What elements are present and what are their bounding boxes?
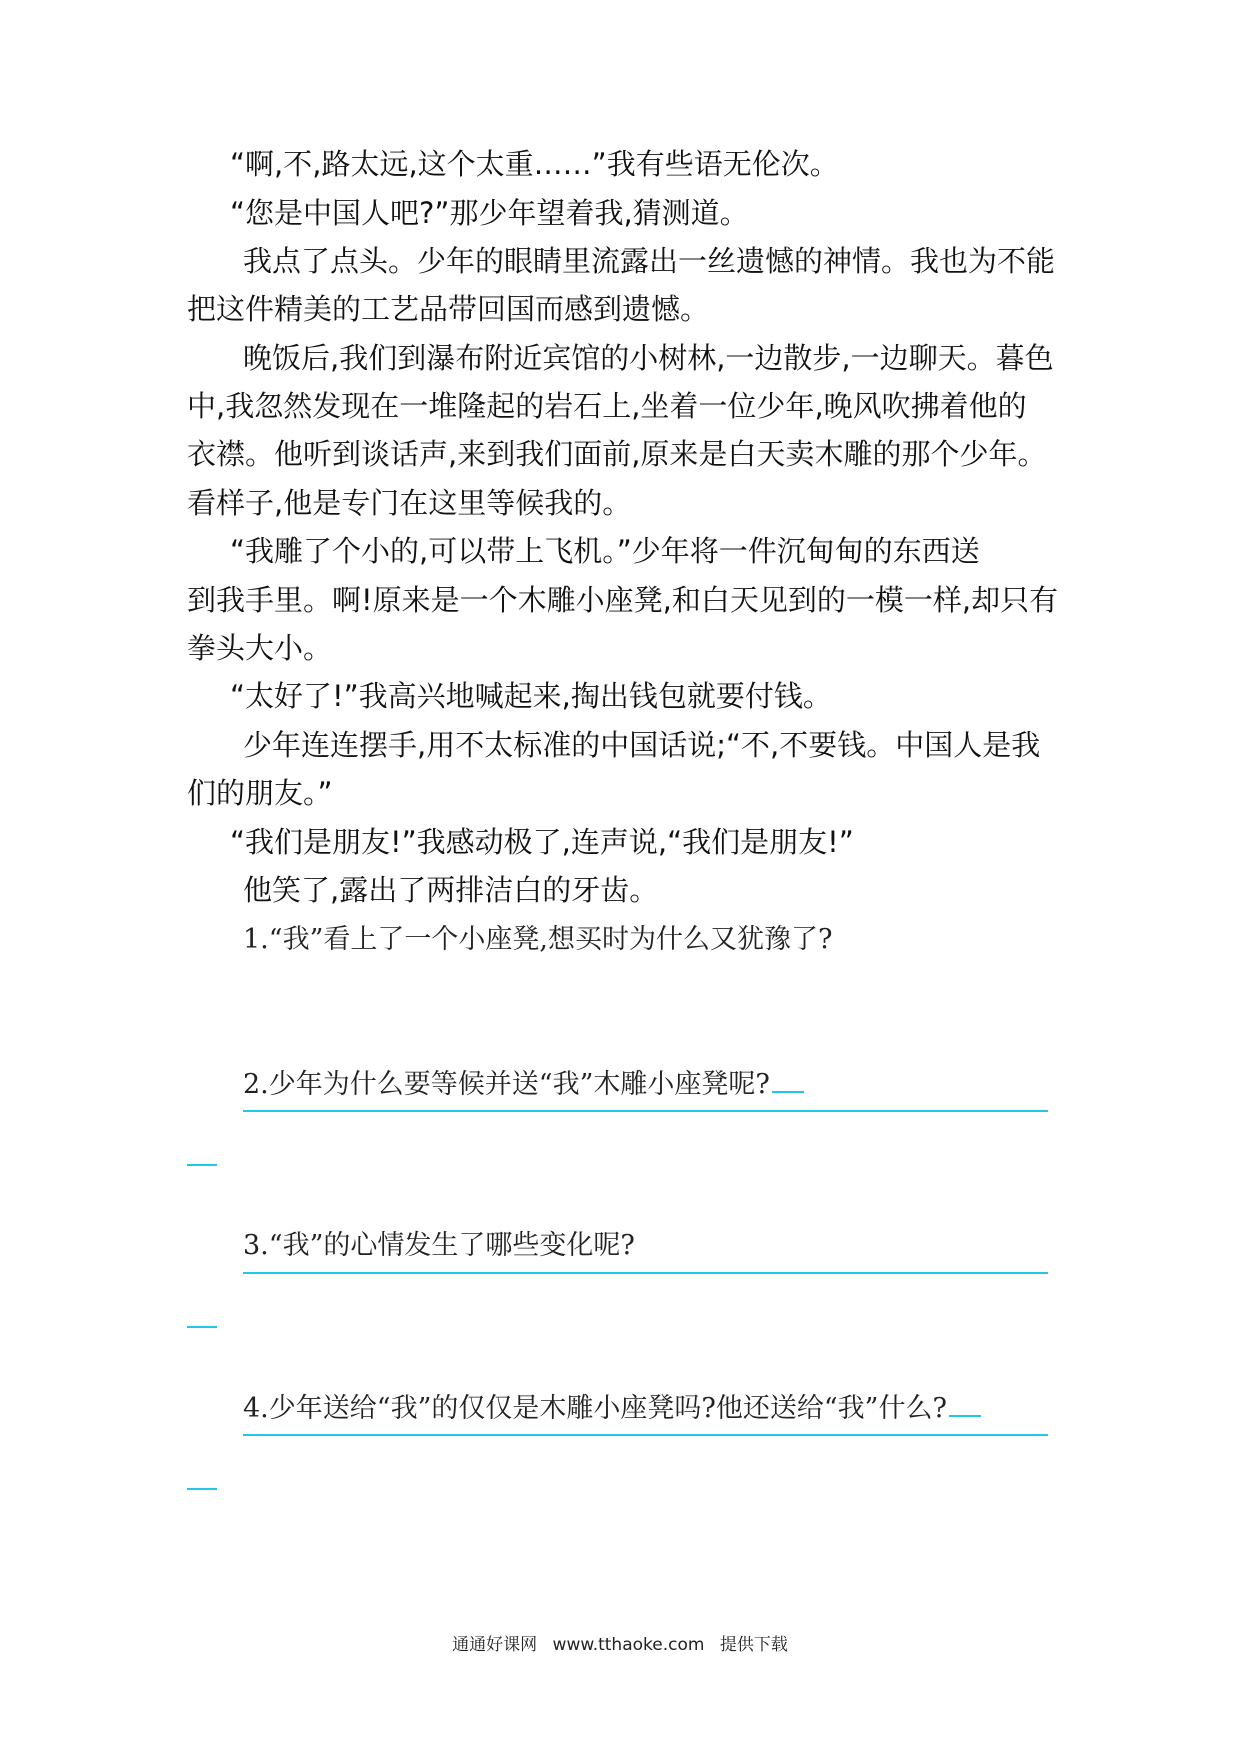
answer-line-3[interactable] xyxy=(243,1434,1048,1436)
answer-line-2[interactable] xyxy=(243,1272,1048,1274)
passage-line: 中,我忽然发现在一堆隆起的岩石上,坐着一位少年,晚风吹拂着他的 xyxy=(187,389,1027,423)
passage-line: 衣襟。他听到谈话声,来到我们面前,原来是白天卖木雕的那个少年。 xyxy=(187,437,1047,471)
question-2-text: 2.少年为什么要等候并送“我”木雕小座凳呢? xyxy=(243,1069,770,1100)
passage-line: 把这件精美的工艺品带回国而感到遗憾。 xyxy=(187,292,710,326)
footer-suffix: 提供下载 xyxy=(719,1635,788,1655)
passage-line: 少年连连摆手,用不太标准的中国话说;“不,不要钱。中国人是我 xyxy=(243,728,1041,762)
passage-line: 拳头大小。 xyxy=(187,631,333,665)
question-1: 1.“我”看上了一个小座凳,想买时为什么又犹豫了? xyxy=(243,924,833,955)
page-footer xyxy=(0,1630,1240,1655)
passage-line: 我点了点头。少年的眼睛里流露出一丝遗憾的神情。我也为不能 xyxy=(243,244,1056,278)
passage-line: “啊,不,路太远,这个太重……”我有些语无伦次。 xyxy=(230,147,839,181)
passage-line: “太好了!”我高兴地喊起来,掏出钱包就要付钱。 xyxy=(230,679,832,713)
passage-line: “您是中国人吧?”那少年望着我,猜测道。 xyxy=(230,196,749,230)
passage-line: 他笑了,露出了两排洁白的牙齿。 xyxy=(243,873,659,907)
passage-line: “我们是朋友!”我感动极了,连声说,“我们是朋友!” xyxy=(230,825,854,859)
passage-line: “我雕了个小的,可以带上飞机。”少年将一件沉甸甸的东西送 xyxy=(230,534,980,568)
answer-line-2-end[interactable] xyxy=(187,1326,217,1328)
passage-line: 看样子,他是专门在这里等候我的。 xyxy=(187,486,632,520)
passage-line: 晚饭后,我们到瀑布附近宾馆的小树林,一边散步,一边聊天。暮色 xyxy=(243,341,1054,375)
question-4 xyxy=(243,1389,981,1429)
answer-blank-4[interactable] xyxy=(949,1391,981,1417)
question-2 xyxy=(243,1065,804,1105)
answer-line-1-end[interactable] xyxy=(187,1164,217,1166)
question-3: 3.“我”的心情发生了哪些变化呢? xyxy=(243,1230,635,1261)
passage-line: 到我手里。啊!原来是一个木雕小座凳,和白天见到的一模一样,却只有 xyxy=(187,583,1059,617)
question-4-text: 4.少年送给“我”的仅仅是木雕小座凳吗?他还送给“我”什么? xyxy=(243,1393,947,1424)
footer-site-name: 通通好课网 xyxy=(452,1635,538,1655)
passage-line: 们的朋友。” xyxy=(187,776,333,810)
answer-blank-2[interactable] xyxy=(772,1067,804,1093)
answer-line-1[interactable] xyxy=(243,1110,1048,1112)
footer-url[interactable]: www.tthaoke.com xyxy=(552,1635,705,1655)
answer-line-3-end[interactable] xyxy=(187,1488,217,1490)
